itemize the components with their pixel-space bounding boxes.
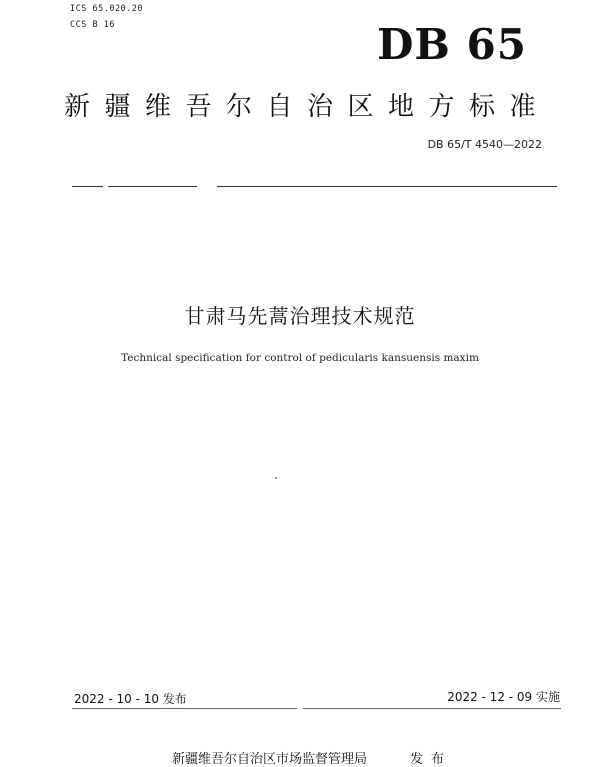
- scan-speck: [275, 477, 277, 479]
- document-title-english: Technical specification for control of pedicularis kansuensis maxim: [121, 352, 479, 364]
- header-divider-segment: [217, 186, 557, 187]
- ccs-code: CCS B 16: [70, 20, 115, 30]
- issue-date: 2022 - 10 - 10 发布: [74, 692, 187, 706]
- issuing-action: 发布: [410, 752, 453, 767]
- document-title-chinese: 甘肃马先蒿治理技术规范: [184, 304, 416, 328]
- date-underline: [303, 708, 561, 709]
- standard-type-heading: 新疆维吾尔自治区地方标准: [64, 92, 551, 122]
- date-underline: [72, 708, 297, 709]
- ics-code: ICS 65.020.20: [70, 4, 144, 14]
- issuing-authority: 新疆维吾尔自治区市场监督管理局: [172, 752, 368, 767]
- standard-number: DB 65/T 4540—2022: [427, 138, 542, 151]
- header-divider-segment: [72, 186, 103, 187]
- implementation-date: 2022 - 12 - 09 实施: [447, 690, 560, 704]
- db-logo: DB 65: [377, 20, 527, 69]
- header-divider-segment: [108, 186, 197, 187]
